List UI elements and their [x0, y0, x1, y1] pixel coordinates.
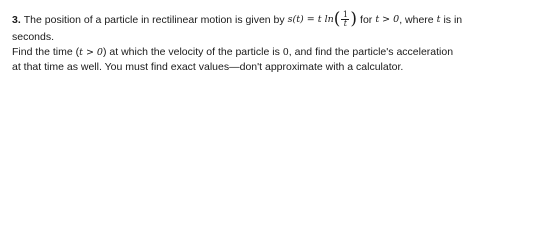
fraction-denominator: t [343, 18, 348, 28]
position-formula-lhs: s(t) = t ln [287, 14, 334, 25]
time-condition: t > 0 [79, 47, 103, 58]
zero-value: 0 [282, 47, 289, 58]
formula-fraction [341, 11, 349, 28]
text-where: , where [399, 14, 434, 26]
text-exact-values: at that time as well. You must find exact values—don't approximate with a calculator. [12, 61, 404, 73]
problem-number: 3. [12, 14, 21, 26]
variable-t: t [436, 14, 441, 25]
text-find-time: Find the time ( [12, 46, 80, 58]
domain-condition: t > 0 [375, 14, 400, 25]
problem-line-3 [12, 45, 548, 60]
text-velocity: ) at which the velocity of the particle is [102, 46, 280, 58]
open-paren: ( [333, 8, 341, 29]
text-acceleration: , and find the particle's acceleration [288, 46, 454, 58]
fraction-numerator: 1 [342, 9, 348, 19]
problem-line-2 [12, 30, 548, 44]
problem-line-4 [12, 60, 548, 74]
text-seconds: seconds. [12, 31, 55, 43]
problem-line-1 [12, 10, 548, 30]
problem-3 [12, 10, 548, 74]
text-for: for [360, 14, 373, 26]
problem-text-intro: The position of a particle in rectilinear motion is given by [23, 14, 285, 26]
text-is-in: is in [443, 14, 463, 26]
close-paren: ) [350, 8, 358, 29]
